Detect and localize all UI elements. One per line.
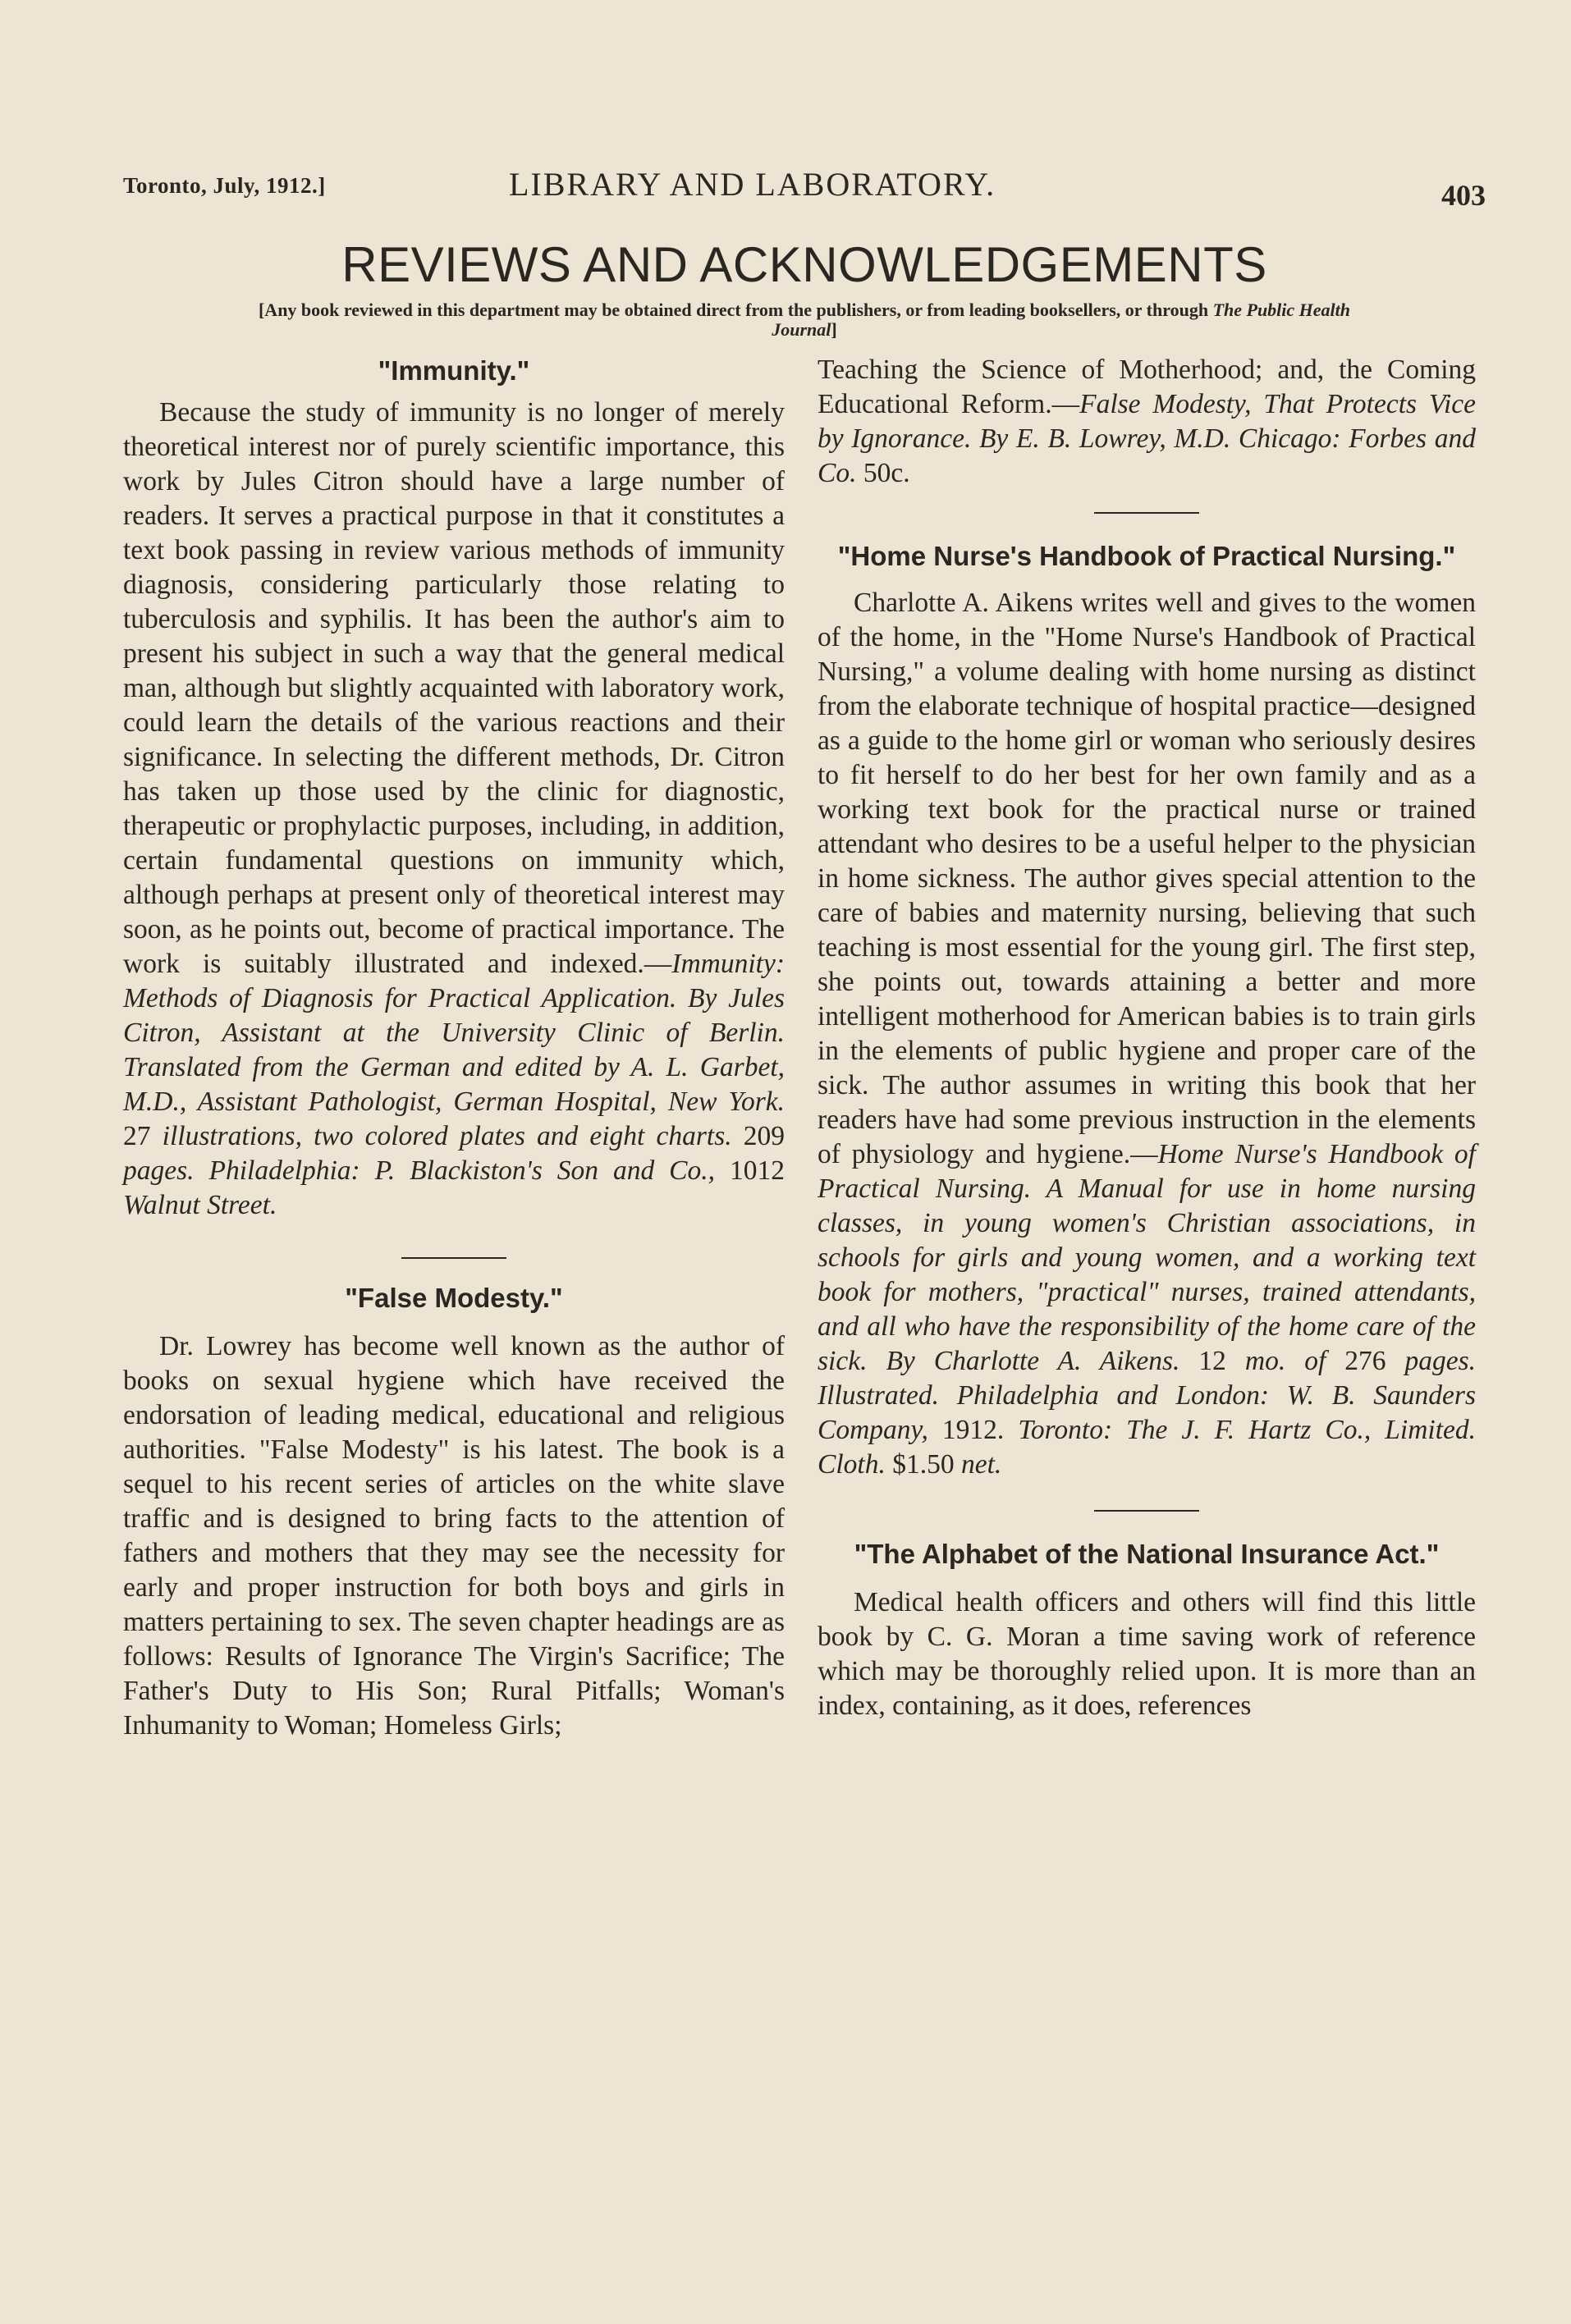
review-title-alphabet: "The Alphabet of the National Insurance Act.": [854, 1539, 1440, 1569]
review-body-false-modesty-continued: Teaching the Science of Motherhood; and, the Coming Educational Reform.—False Modesty, That Protects Vice by Ignorance. By E. B. Lowrey, M.D. Chicago: Forbes and Co. 50c.: [818, 355, 1476, 488]
review-title-home-nurse: "Home Nurse's Handbook of Practical Nursing.": [837, 541, 1456, 571]
review-body-home-nurse: Charlotte A. Aikens writes well and gives to the women of the home, in the "Home Nurse's Handbook of Practical Nursing," a volume dealing with home nursing as distinct from the elaborate technique of hospital practice—designed as a guide to the home girl or woman who seriously desires to fit herself to do her best for her own family and as a working text book for the practical nurse or trained attendant who desires to be a useful helper to the physician in home sickness. The author gives special attention to the care of babies and maternity nursing, believing that such teaching is most essential for the young girl. The first step, she points out, towards attaining a better and more intelligent motherhood for American babies is to train girls in the elements of public hygiene and proper care of the sick. The author assumes in writing this book that her readers have had some previous instruction in the elements of physiology and hygiene.—Home Nurse's Handbook of Practical Nursing. A Manual for use in home nursing classes, in young women's Christian associations, in schools for girls and young women, and a working text book for mothers, "practical" nurses, trained attendants, and all who have the responsibility of the home care of the sick. By Charlotte A. Aikens. 12 mo. of 276 pages. Illustrated. Philadelphia and London: W. B. Saunders Company, 1912. Toronto: The J. F. Hartz Co., Limited. Cloth. $1.50 net.: [818, 588, 1477, 1480]
review-body-immunity: Because the study of immunity is no longer of merely theoretical interest nor of purely scientific importance, this work by Jules Citron should have a large number of readers. It serves a practical purpose in that it constitutes a text book passing in review various methods of immunity diagnosis, considering particularly those relating to tuberculosis and syphilis. It has been the author's aim to present his subject in such a way that the general medical man, although but slightly acquainted with laboratory work, could learn the details of the various reactions and their significance. In selecting the different methods, Dr. Citron has taken up those used by the clinic for diagnostic, therapeutic or prophylactic purposes, including, in addition, certain fundamental questions on immunity which, although perhaps at present only of theoretical interest may soon, as he points out, become of practical importance. The work is suitably illustrated and indexed.—Immunity: Methods of Diagnosis for Practical Application. By Jules Citron, Assistant at the University Clinic of Berlin. Translated from the German and edited by A. L. Garbet, M.D., Assistant Pathologist, German Hospital, New York. 27 illustrations, two colored plates and eight charts. 209 pages. Philadelphia: P. Blackiston's Son and Co., 1012 Walnut Street.: [123, 397, 786, 1220]
page-number: 403: [1441, 179, 1486, 212]
running-head: [123, 168, 1486, 217]
header-place-date: Toronto, July, 1912.]: [123, 173, 326, 198]
left-column: [123, 353, 785, 1743]
review-body-alphabet: Medical health officers and others will find this little book by C. G. Moran a time saving work of reference which may be thoroughly relied upon. It is more than an index, containing, as it does, references: [818, 1587, 1476, 1721]
review-body-false-modesty: Dr. Lowrey has become well known as the author of books on sexual hygiene which have received the endorsation of leading medical, educational and religious authorities. "False Modesty" is his latest. The book is a sequel to his recent series of articles on the white slave traffic and is designed to bring facts to the attention of fathers and mothers that they may see the necessity for early and proper instruction for both boys and girls in matters pertaining to sex. The seven chapter headings are as follows: Results of Ignorance The Virgin's Sacrifice; The Father's Duty to His Son; Rural Pitfalls; Woman's Inhumanity to Woman; Homeless Girls;: [123, 1331, 785, 1741]
section-title: REVIEWS AND ACKNOWLEDGEMENTS: [341, 237, 1267, 292]
note-journal-name: The Public Health Journal: [772, 300, 1351, 340]
right-column: [818, 353, 1476, 1723]
review-title-immunity: "Immunity.": [378, 355, 530, 386]
review-title-false-modesty: "False Modesty.": [345, 1283, 563, 1313]
section-note: [246, 300, 1363, 340]
note-prefix: [Any book reviewed in this department may be obtained direct from the publishers, or from leading booksellers, or through: [258, 300, 1209, 320]
header-journal-section: LIBRARY AND LABORATORY.: [509, 166, 996, 203]
note-suffix: ]: [831, 319, 837, 340]
